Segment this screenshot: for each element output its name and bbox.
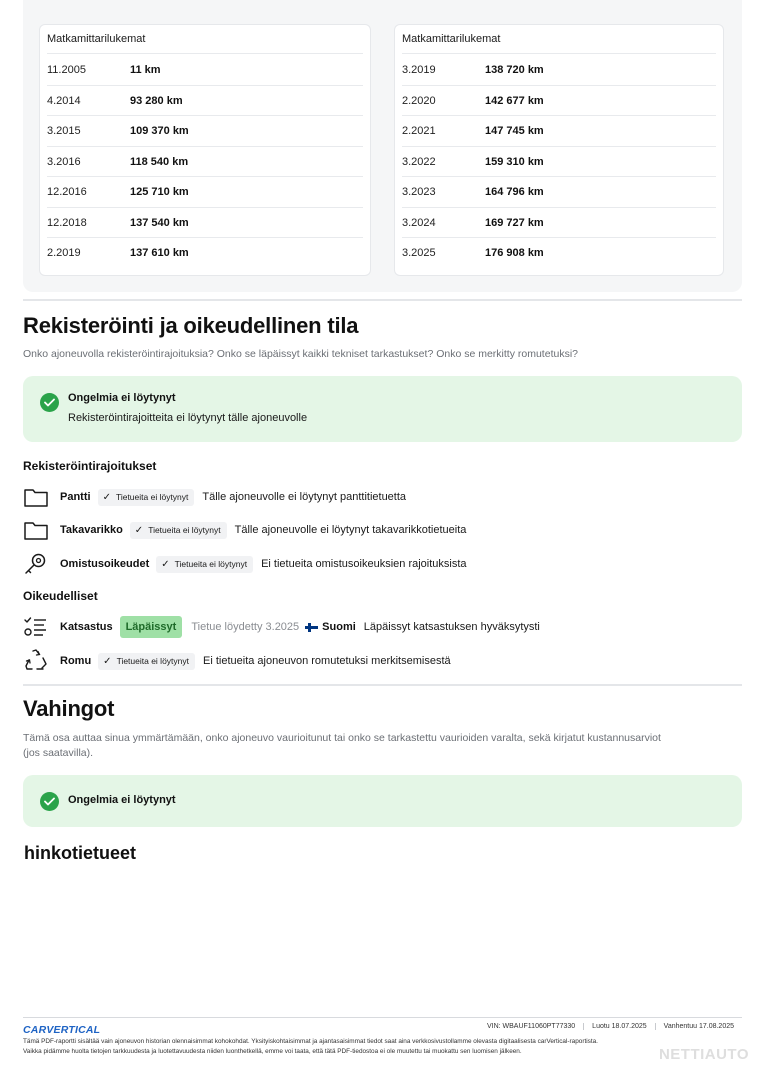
badge-text: Tietueita ei löytynyt (174, 559, 248, 569)
odometer-card-left (39, 24, 371, 276)
odometer-date: 3.2016 (47, 155, 81, 168)
odometer-row (402, 177, 716, 208)
footer-disclaimer (23, 1037, 743, 1057)
restriction-label: Omistusoikeudet (60, 558, 150, 570)
recycle-icon (23, 648, 53, 674)
odometer-date: 2.2021 (402, 125, 436, 137)
odometer-row (402, 238, 716, 269)
checklist-icon (23, 614, 53, 640)
odometer-row (402, 55, 716, 86)
legal-desc: Läpäissyt katsastuksen hyväksytysti (363, 621, 540, 633)
legal-title: Oikeudelliset (23, 589, 98, 603)
restriction-row-takavarikko (23, 517, 466, 543)
odometer-km: 138 720 km (485, 64, 544, 76)
badge-text: Tietueita ei löytynyt (148, 525, 221, 535)
odometer-date: 2.2019 (47, 247, 81, 259)
section-divider (23, 684, 742, 686)
odometer-row (47, 86, 363, 117)
odometer-row (402, 116, 716, 147)
odometer-km: 137 610 km (130, 247, 189, 259)
vin-text: VIN: WBAUF11060PT77330 (486, 1023, 576, 1030)
country-label: Suomi (322, 621, 356, 633)
odometer-date: 3.2022 (402, 155, 436, 168)
record-found-text: Tietue löydetty 3.2025 (191, 621, 300, 633)
expiry-date: Vanhentuu 17.08.2025 (655, 1023, 742, 1030)
odometer-row (47, 208, 363, 239)
odometer-date: 3.2023 (402, 186, 436, 198)
odometer-date: 3.2025 (402, 247, 436, 259)
odometer-row (47, 55, 363, 86)
odometer-km: 11 km (130, 64, 161, 76)
legal-row-katsastus (23, 614, 540, 640)
odometer-date: 4.2014 (47, 94, 81, 107)
odometer-km: 118 540 km (130, 155, 189, 168)
folder-icon (23, 484, 53, 510)
restriction-desc: Ei tietueita omistusoikeuksien rajoituksista (261, 558, 467, 570)
status-badge (98, 653, 195, 670)
passed-badge: Läpäissyt (120, 616, 183, 638)
restriction-label: Pantti (60, 491, 91, 503)
odometer-km: 164 796 km (485, 186, 544, 198)
legal-row-romu (23, 648, 451, 674)
checkmark-icon: ✓ (161, 558, 170, 570)
odometer-row (47, 238, 363, 269)
restriction-row-pantti (23, 484, 406, 510)
finland-flag-icon (305, 623, 318, 632)
odometer-panel (23, 0, 742, 292)
status-title: Ongelmia ei löytynyt (68, 392, 176, 404)
badge-text: Tietueita ei löytynyt (116, 656, 190, 666)
created-date: Luotu 18.07.2025 (583, 1023, 655, 1030)
check-circle-icon (40, 393, 59, 412)
status-badge (156, 556, 253, 573)
registration-title: Rekisteröinti ja oikeudellinen tila (23, 313, 359, 338)
odometer-row (402, 147, 716, 178)
odometer-km: 169 727 km (485, 216, 544, 229)
legal-label: Romu (60, 655, 92, 667)
odometer-km: 142 677 km (485, 94, 544, 107)
restriction-row-omistusoikeudet (23, 551, 467, 577)
status-badge (98, 489, 195, 506)
damages-title: Vahingot (23, 696, 115, 721)
carvertical-logo: CARVERTICAL (23, 1024, 101, 1036)
odometer-date: 12.2018 (47, 216, 87, 229)
disclaimer-line: Tämä PDF-raportti sisältää vain ajoneuvon historian olennaisimmat kohokohdat. Yksityiskohtaisimmat ja ajantasaisimmat tiedot saat aina verkkosivustollamme olevasta digitaalisesta carVertical-raportista. (23, 1038, 598, 1045)
restrictions-title: Rekisteröintirajoitukset (23, 459, 157, 473)
badge-text: Tietueita ei löytynyt (115, 492, 189, 502)
odometer-title: Matkamittarilukemat (47, 33, 146, 45)
disclaimer-line: Vaikka pidämme huolta tietojen tarkkuudesta ja luotettavuudesta niiden luonthetkellä, emme voi taata, että tätä PDF-tiedostoa ei ole muutettu tai muokattu sen luomisen jälkeen. (23, 1048, 522, 1055)
checkmark-icon: ✓ (103, 655, 112, 667)
registration-status-box (23, 376, 742, 442)
registration-subtitle: Onko ajoneuvolla rekisteröintirajoituksia? Onko se läpäissyt kaikki tekniset tarkastukset? Onko se merkitty romutetuksi? (23, 348, 578, 360)
odometer-km: 93 280 km (130, 94, 183, 107)
odometer-row (47, 116, 363, 147)
odometer-km: 109 370 km (130, 125, 189, 137)
odometer-km: 176 908 km (485, 247, 544, 259)
odometer-row (402, 86, 716, 117)
nettiauto-watermark: NETTIAUTO (658, 1046, 749, 1063)
status-badge (130, 522, 227, 539)
odometer-row (402, 208, 716, 239)
check-circle-icon (40, 792, 59, 811)
odometer-card-right (394, 24, 724, 276)
odometer-row (47, 147, 363, 178)
odometer-date: 12.2016 (47, 186, 87, 198)
odometer-date: 3.2024 (402, 216, 436, 229)
folder-icon (23, 517, 53, 543)
footer-divider (23, 1017, 742, 1018)
legal-label: Katsastus (60, 621, 113, 633)
footer-meta (479, 1023, 742, 1030)
odometer-km: 159 310 km (485, 155, 544, 168)
section-divider (23, 299, 742, 301)
checkmark-icon: ✓ (102, 491, 111, 503)
odometer-km: 137 540 km (130, 216, 189, 229)
restriction-label: Takavarikko (60, 524, 123, 536)
odometer-date: 3.2015 (47, 125, 81, 137)
odometer-date: 2.2020 (402, 94, 436, 107)
restriction-desc: Tälle ajoneuvolle ei löytynyt takavarikkotietueita (234, 524, 467, 536)
odometer-row (47, 177, 363, 208)
next-section-title: hinkotietueet (24, 843, 137, 863)
odometer-km: 147 745 km (485, 125, 544, 137)
restriction-desc: Tälle ajoneuvolle ei löytynyt panttitietuetta (202, 491, 407, 503)
damages-subtitle: Tämä osa auttaa sinua ymmärtämään, onko ajoneuvo vaurioitunut tai onko se tarkastettu vaurioiden varalta, sekä kirjatut kustannusarviot (jos saatavilla). (23, 732, 661, 759)
odometer-title: Matkamittarilukemat (402, 33, 501, 45)
odometer-date: 11.2005 (47, 64, 86, 76)
odometer-km: 125 710 km (130, 186, 189, 198)
status-title: Ongelmia ei löytynyt (68, 794, 176, 806)
odometer-date: 3.2019 (402, 64, 436, 76)
legal-desc: Ei tietueita ajoneuvon romutetuksi merkitsemisestä (203, 655, 451, 667)
key-icon (23, 551, 53, 577)
status-text: Rekisteröintirajoitteita ei löytynyt tälle ajoneuvolle (68, 412, 308, 424)
damages-status-box (23, 775, 742, 827)
checkmark-icon: ✓ (134, 524, 144, 536)
